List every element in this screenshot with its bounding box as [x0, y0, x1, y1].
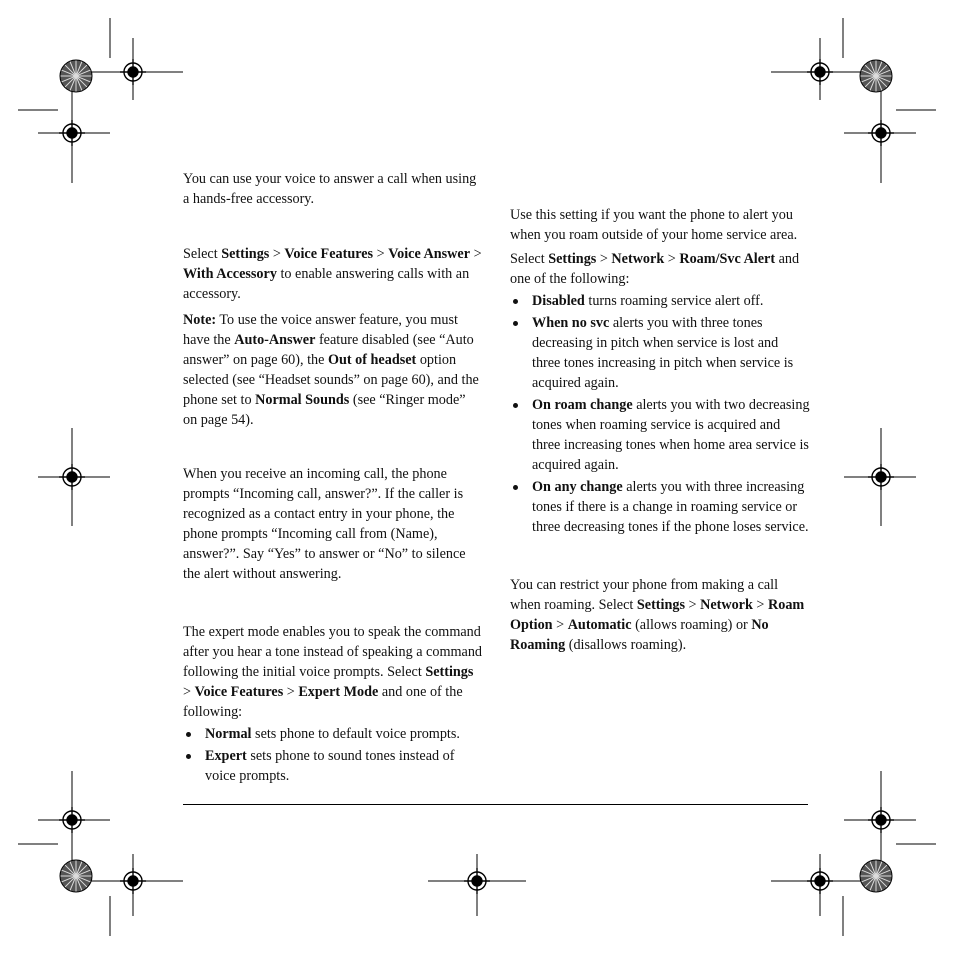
roam-alert-options	[510, 291, 810, 537]
menu-settings: Settings	[221, 246, 270, 262]
list-item: On roam change alerts you with two decreasing tones when roaming service is acquired and three increasing tones when home area service is acquired again.	[510, 395, 810, 475]
list-item: Disabled turns roaming service alert off.	[510, 291, 810, 311]
menu-voice-features: Voice Features	[194, 684, 284, 700]
list-item: Expert sets phone to sound tones instead of voice prompts.	[183, 746, 483, 786]
out-of-headset-term: Out of headset	[327, 352, 417, 368]
expert-mode-paragraph: The expert mode enables you to speak the command after you hear a tone instead of speaking a command following the initial voice prompts. Select Settings > Voice Features > Expert Mode and one of the following:	[183, 624, 483, 720]
right-column	[510, 205, 810, 655]
list-item: When no svc alerts you with three tones decreasing in pitch when service is lost and three tones increasing in pitch when service is acquired again.	[510, 313, 810, 393]
roam-restrict-paragraph: You can restrict your phone from making a call when roaming. Select Settings > Network > Roam Option > Automatic (allows roaming) or No Roaming (disallows roaming).	[510, 577, 805, 653]
voice-answer-note: Note: To use the voice answer feature, you must have the Auto-Answer feature disabled (see “Auto answer” on page 60), the Out of headset option selected (see “Headset sounds” on page 60), and the phone set to Normal Sounds (see “Ringer mode” on page 54).	[183, 312, 479, 428]
menu-roam-option: Roam Option	[510, 597, 805, 633]
menu-no-roaming: No Roaming	[510, 617, 769, 653]
menu-network: Network	[700, 597, 753, 613]
incoming-call-paragraph: When you receive an incoming call, the phone prompts “Incoming call, answer?”. If the caller is recognized as a contact entry in your phone, the phone prompts “Incoming call from (Name), answer?”. Say “Yes” to answer or “No” to silence the alert without answering.	[183, 466, 466, 582]
menu-settings: Settings	[636, 597, 685, 613]
voice-answer-select-path: Select Settings > Voice Features > Voice Answer > With Accessory to enable answering calls with an accessory.	[183, 246, 482, 302]
left-column	[183, 169, 483, 788]
voice-answer-intro: You can use your voice to answer a call when using a hands-free accessory.	[183, 171, 477, 207]
menu-voice-features: Voice Features	[284, 246, 374, 262]
menu-network: Network	[611, 251, 665, 267]
menu-with-accessory: With Accessory	[183, 266, 277, 282]
roam-alert-select-path: Select Settings > Network > Roam/Svc Alert and one of the following:	[510, 251, 800, 287]
normal-sounds-term: Normal Sounds	[255, 392, 350, 408]
roam-alert-intro: Use this setting if you want the phone to alert you when you roam outside of your home service area.	[510, 207, 798, 243]
list-item: On any change alerts you with three increasing tones if there is a change in roaming service or three decreasing tones if the phone loses service.	[510, 477, 810, 537]
menu-automatic: Automatic	[567, 617, 632, 633]
menu-settings: Settings	[548, 251, 597, 267]
expert-mode-options	[183, 724, 483, 786]
menu-voice-answer: Voice Answer	[388, 246, 471, 262]
menu-expert-mode: Expert Mode	[298, 684, 379, 700]
menu-settings: Settings	[425, 664, 474, 680]
footer-rule	[183, 804, 808, 805]
auto-answer-term: Auto-Answer	[234, 332, 316, 348]
note-label: Note:	[183, 312, 217, 328]
menu-roam-svc-alert: Roam/Svc Alert	[679, 251, 776, 267]
list-item: Normal sets phone to default voice prompts.	[183, 724, 483, 744]
